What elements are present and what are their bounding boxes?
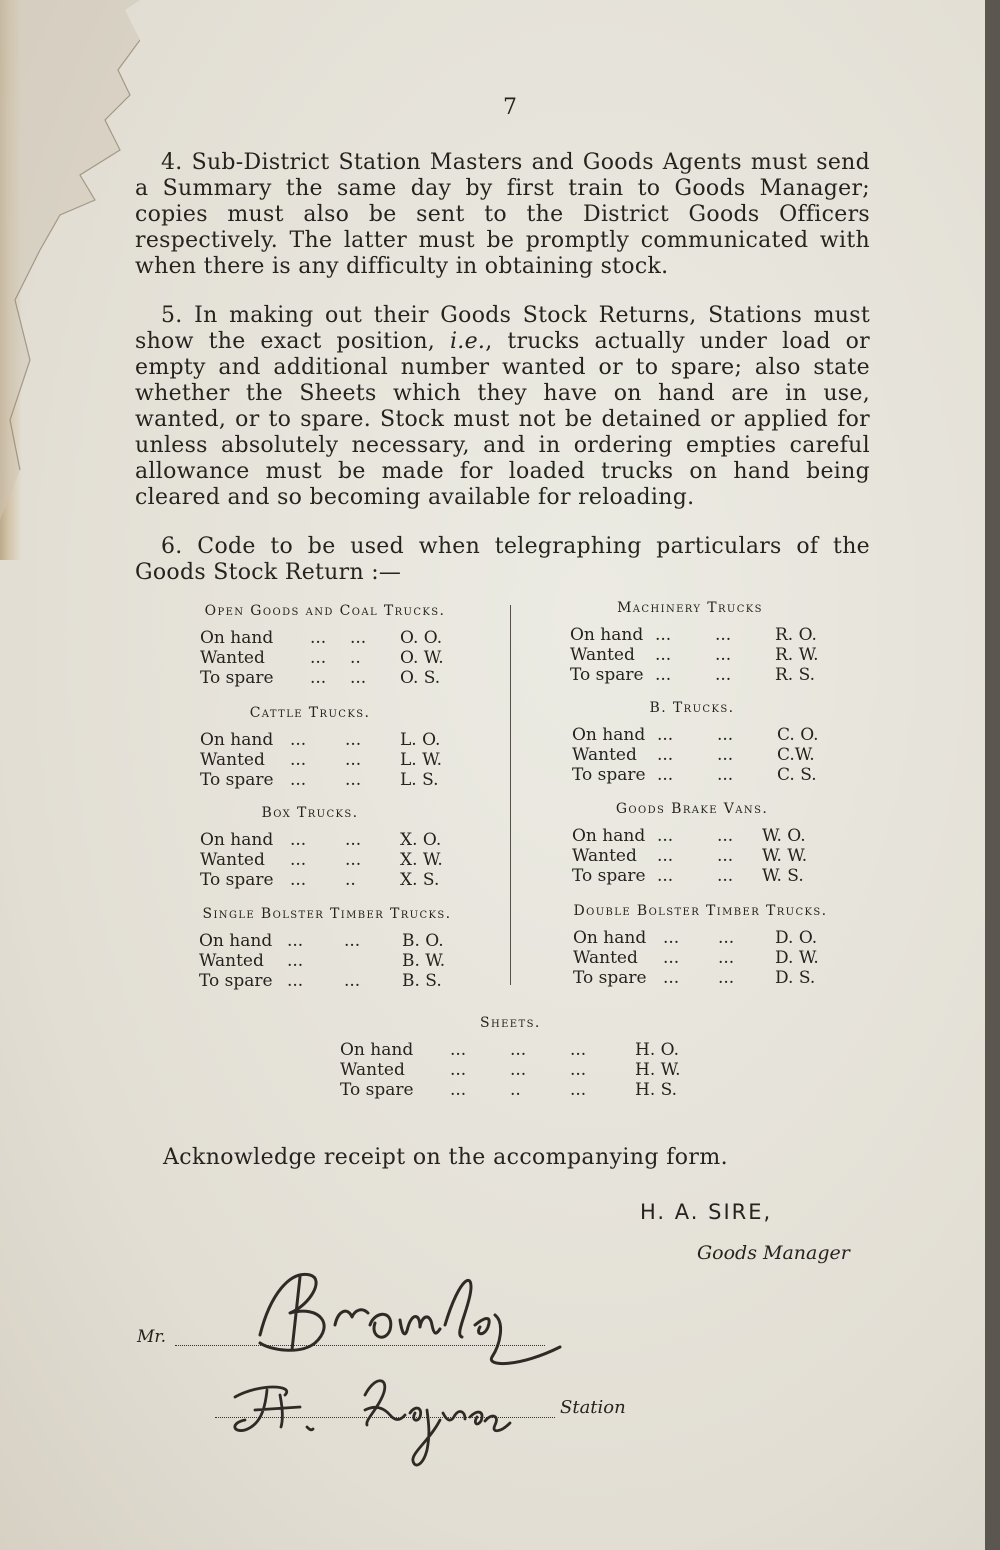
code-row <box>543 968 858 988</box>
leader-dots: ... <box>310 648 327 668</box>
telegraph-code: D. S. <box>775 968 816 988</box>
code-row <box>175 850 445 870</box>
group-title: B. Trucks. <box>649 700 735 716</box>
leader-dots: ... <box>345 850 362 870</box>
row-label: Wanted <box>200 850 265 870</box>
code-group-b-trucks <box>567 700 817 785</box>
paragraph-4 <box>135 150 870 280</box>
leader-dots: ... <box>655 665 672 685</box>
paragraph-5-ie: i.e. <box>449 329 486 354</box>
telegraph-code: W. S. <box>762 866 804 886</box>
leader-dots: ... <box>310 628 327 648</box>
torn-paper-corner <box>0 0 140 520</box>
leader-dots: ... <box>717 846 734 866</box>
leader-dots: ... <box>287 951 304 971</box>
leader-dots: ... <box>655 625 672 645</box>
leader-dots: ... <box>310 668 327 688</box>
leader-dots: .. <box>345 870 356 890</box>
code-group-double-bolster <box>543 903 858 988</box>
page-number: 7 <box>503 95 517 120</box>
telegraph-code: R. S. <box>775 665 816 685</box>
paragraph-5-text-a: 5. In making out their Goods Stock Returns, Stations must show the exact position, <box>135 303 870 354</box>
leader-dots: ... <box>290 770 307 790</box>
row-label: To spare <box>572 765 646 785</box>
row-label: On hand <box>570 625 644 645</box>
telegraph-code: O. W. <box>400 648 444 668</box>
leader-dots: ... <box>345 730 362 750</box>
paragraph-5-text-b: , trucks actually under load or empty and additional number wanted or to spare; also state whether the Sheets which they have on hand are in use, wanted, or to spare. Stock must not be detained or applied for unless absolutely necessary, and in ordering empties careful allowance must be made for loaded trucks on hand being cleared and so becoming available for reloading. <box>135 329 870 510</box>
code-row <box>175 730 445 750</box>
code-row <box>567 745 817 765</box>
leader-dots: ... <box>657 765 674 785</box>
leader-dots: ... <box>717 826 734 846</box>
paragraph-6-text: 6. Code to be used when telegraphing particulars of the Goods Stock Return :— <box>135 534 870 585</box>
leader-dots: ... <box>717 866 734 886</box>
leader-dots: .. <box>510 1080 521 1100</box>
code-row <box>172 951 482 971</box>
row-label: Wanted <box>572 745 637 765</box>
group-title: Machinery Trucks <box>617 600 763 616</box>
leader-dots: ... <box>717 765 734 785</box>
code-row <box>340 1060 690 1080</box>
row-label: On hand <box>340 1040 414 1060</box>
code-group-single-bolster <box>172 906 482 991</box>
leader-dots: ... <box>570 1060 587 1080</box>
closing-instruction: Acknowledge receipt on the accompanying form. <box>163 1145 728 1170</box>
row-label: To spare <box>570 665 644 685</box>
leader-dots: ... <box>510 1040 527 1060</box>
code-row <box>567 725 817 745</box>
row-label: To spare <box>340 1080 414 1100</box>
telegraph-code: X. W. <box>400 850 443 870</box>
row-label: To spare <box>572 866 646 886</box>
leader-dots: ... <box>657 725 674 745</box>
leader-dots: ... <box>290 850 307 870</box>
row-label: Wanted <box>199 951 264 971</box>
station-label: Station <box>560 1397 626 1418</box>
telegraph-code: C.W. <box>777 745 815 765</box>
code-row <box>175 750 445 770</box>
telegraph-code: R. W. <box>775 645 819 665</box>
telegraph-code: B. O. <box>402 931 444 951</box>
telegraph-code: H. S. <box>635 1080 678 1100</box>
code-group-machinery <box>565 600 819 685</box>
row-label: To spare <box>200 770 274 790</box>
leader-dots: ... <box>715 645 732 665</box>
leader-dots: ... <box>450 1080 467 1100</box>
row-label: On hand <box>200 830 274 850</box>
leader-dots: ... <box>290 870 307 890</box>
leader-dots: ... <box>655 645 672 665</box>
leader-dots: ... <box>287 971 304 991</box>
code-group-brake-vans <box>567 801 817 886</box>
leader-dots: ... <box>657 826 674 846</box>
group-title: Open Goods and Coal Trucks. <box>204 603 446 619</box>
code-row <box>565 645 819 665</box>
leader-dots: ... <box>657 846 674 866</box>
code-row <box>172 971 482 991</box>
row-label: On hand <box>199 931 273 951</box>
telegraph-code: X. O. <box>400 830 442 850</box>
code-row <box>567 765 817 785</box>
leader-dots: ... <box>717 745 734 765</box>
code-row <box>565 665 815 685</box>
row-label: On hand <box>572 725 646 745</box>
row-label: On hand <box>573 928 647 948</box>
row-label: To spare <box>199 971 273 991</box>
row-label: On hand <box>200 730 274 750</box>
leader-dots: ... <box>345 770 362 790</box>
telegraph-code: D. O. <box>775 928 818 948</box>
handwritten-station-signature <box>215 1365 515 1475</box>
telegraph-code: O. O. <box>400 628 443 648</box>
leader-dots: ... <box>290 830 307 850</box>
code-group-sheets <box>340 1015 690 1100</box>
leader-dots: ... <box>450 1040 467 1060</box>
leader-dots: ... <box>715 665 732 685</box>
telegraph-code: C. S. <box>777 765 817 785</box>
group-title: Sheets. <box>480 1015 541 1031</box>
leader-dots: ... <box>663 948 680 968</box>
group-title: Box Trucks. <box>261 805 359 821</box>
leader-dots: ... <box>287 931 304 951</box>
telegraph-code: O. S. <box>400 668 441 688</box>
leader-dots: ... <box>715 625 732 645</box>
leader-dots: ... <box>290 750 307 770</box>
telegraph-code: X. S. <box>400 870 440 890</box>
code-group-box <box>175 805 445 890</box>
row-label: Wanted <box>200 648 265 668</box>
leader-dots: ... <box>718 948 735 968</box>
code-row <box>175 770 445 790</box>
code-group-open-goods <box>175 603 475 688</box>
row-label: To spare <box>200 668 274 688</box>
row-label: On hand <box>200 628 274 648</box>
group-title: Single Bolster Timber Trucks. <box>202 906 452 922</box>
group-title: Double Bolster Timber Trucks. <box>573 903 828 919</box>
telegraph-code: B. S. <box>402 971 442 991</box>
row-label: On hand <box>572 826 646 846</box>
leader-dots: ... <box>718 968 735 988</box>
code-row <box>172 931 482 951</box>
telegraph-code: D. W. <box>775 948 819 968</box>
leader-dots: ... <box>350 628 367 648</box>
code-row <box>175 648 475 668</box>
leader-dots: .. <box>350 648 361 668</box>
group-title: Cattle Trucks. <box>249 705 371 721</box>
leader-dots: ... <box>350 668 367 688</box>
row-label: Wanted <box>570 645 635 665</box>
leader-dots: ... <box>663 928 680 948</box>
leader-dots: ... <box>345 830 362 850</box>
telegraph-code: H. O. <box>635 1040 679 1060</box>
code-row <box>567 826 817 846</box>
leader-dots: ... <box>718 928 735 948</box>
leader-dots: ... <box>450 1060 467 1080</box>
telegraph-code: W. O. <box>762 826 806 846</box>
telegraph-code: L. W. <box>400 750 443 770</box>
telegraph-code: W. W. <box>762 846 808 866</box>
telegraph-code: L. S. <box>400 770 439 790</box>
paragraph-5 <box>135 303 870 511</box>
column-divider <box>510 605 511 985</box>
group-title: Goods Brake Vans. <box>615 801 769 817</box>
code-row <box>340 1040 690 1060</box>
leader-dots: ... <box>344 931 361 951</box>
code-row <box>340 1080 690 1100</box>
telegraph-code: R. O. <box>775 625 817 645</box>
leader-dots: ... <box>657 745 674 765</box>
row-label: To spare <box>573 968 647 988</box>
handwritten-name-signature <box>230 1255 590 1375</box>
code-row <box>175 628 475 648</box>
code-group-cattle <box>175 705 445 790</box>
leader-dots: ... <box>290 730 307 750</box>
mr-label: Mr. <box>137 1327 167 1347</box>
leader-dots: ... <box>510 1060 527 1080</box>
leader-dots: ... <box>717 725 734 745</box>
telegraph-code: C. O. <box>777 725 819 745</box>
code-row <box>175 870 445 890</box>
code-row <box>175 830 445 850</box>
leader-dots: ... <box>663 968 680 988</box>
telegraph-code: B. W. <box>402 951 446 971</box>
telegraph-code: L. O. <box>400 730 441 750</box>
leader-dots: ... <box>344 971 361 991</box>
leader-dots: ... <box>345 750 362 770</box>
telegraph-code: H. W. <box>635 1060 681 1080</box>
row-label: Wanted <box>572 846 637 866</box>
signatory-title: Goods Manager <box>697 1242 850 1264</box>
code-row <box>175 668 475 688</box>
signatory-name: H. A. SIRE, <box>640 1200 773 1224</box>
code-row <box>565 625 815 645</box>
row-label: Wanted <box>573 948 638 968</box>
row-label: Wanted <box>340 1060 405 1080</box>
code-row <box>543 948 858 968</box>
code-row <box>567 846 817 866</box>
code-row <box>567 866 817 886</box>
code-row <box>543 928 858 948</box>
row-label: Wanted <box>200 750 265 770</box>
row-label: To spare <box>200 870 274 890</box>
leader-dots: ... <box>570 1080 587 1100</box>
leader-dots: ... <box>657 866 674 886</box>
paragraph-6 <box>135 534 870 586</box>
leader-dots: ... <box>570 1040 587 1060</box>
paragraph-4-text: 4. Sub-District Station Masters and Goods Agents must send a Summary the same day by first train to Goods Manager; copies must also be sent to the District Goods Officers respectively. The latter must be promptly communicated with when there is any difficulty in obtaining stock. <box>135 150 870 279</box>
